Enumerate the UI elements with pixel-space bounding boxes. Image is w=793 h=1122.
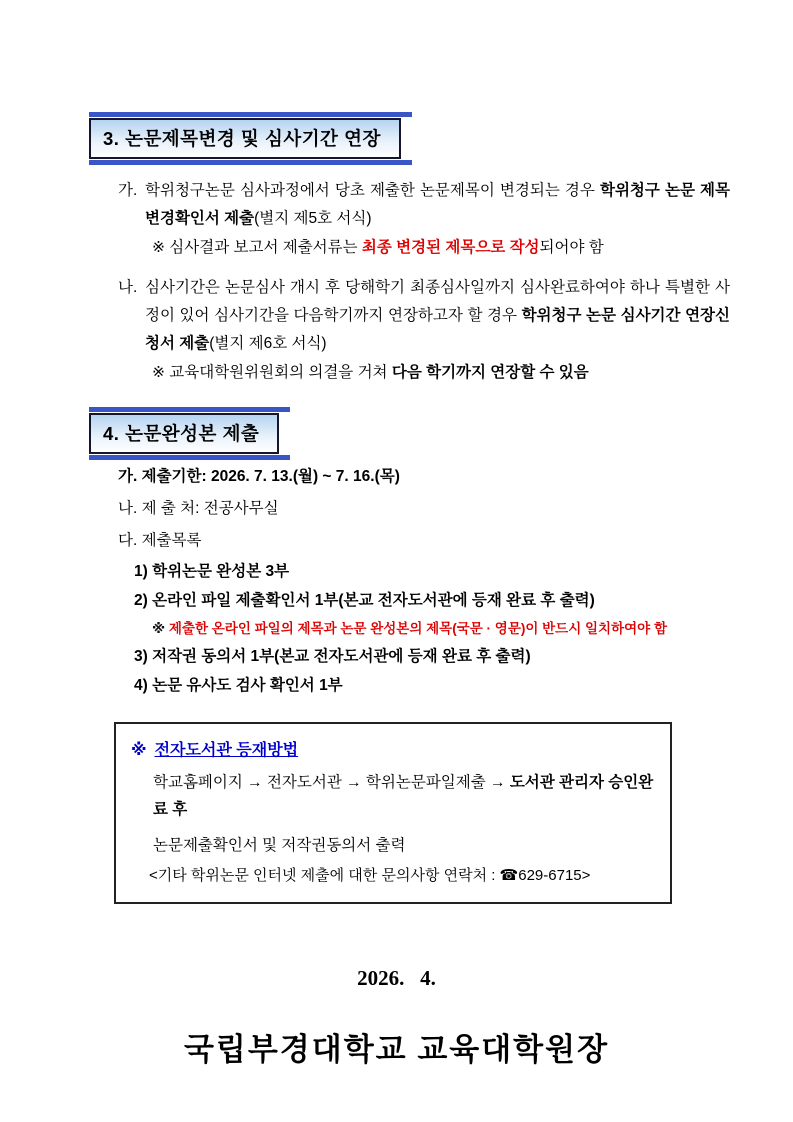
text-run-bold: 도서관 관리자 승인완료 후	[153, 774, 654, 818]
deadline-text: 제출기한: 2026. 7. 13.(월) ~ 7. 16.(목)	[141, 468, 400, 485]
elibrary-title-text: 전자도서관 등재방법	[154, 742, 299, 759]
section-4-place	[118, 494, 793, 524]
item-text: 학위논문 완성본 3부	[152, 563, 290, 580]
issuer-signature: 국립부경대학교 교육대학원장	[183, 1032, 610, 1067]
submission-item-2-note	[152, 615, 793, 642]
text-run: 학교홈페이지 → 전자도서관 → 학위논문파일제출 →	[153, 774, 510, 791]
list-marker: 가.	[118, 182, 138, 199]
text-run: (별지 제6호 서식)	[209, 335, 327, 352]
text-run: ※ 심사결과 보고서 제출서류는	[152, 239, 362, 256]
text-run: 학위청구논문 심사과정에서 당초 제출한 논문제목이 변경되는 경우	[145, 182, 600, 199]
list-marker: 가.	[118, 468, 138, 485]
section-4-title: 4. 논문완성본 제출	[89, 413, 279, 454]
list-marker: 2)	[134, 592, 148, 609]
text-run: 심사기간은 논문심사 개시 후 당해학기 최종심사일까지 심사완료하여야 하나 특별한 사정이 있어 심사기간을 다음학기까지 연장하고자 할 경우	[145, 279, 730, 324]
item-text: 논문 유사도 검사 확인서 1부	[152, 677, 343, 694]
text-run: (별지 제5호 서식)	[254, 210, 372, 227]
elibrary-info-box	[114, 722, 672, 904]
submission-item-2	[134, 586, 793, 615]
section-3-item-ga	[118, 177, 793, 233]
paragraph-text	[145, 177, 730, 233]
section-4-deadline	[118, 462, 793, 492]
elibrary-contact: <기타 학위논문 인터넷 제출에 대한 문의사항 연락처 : ☎629-6715>	[149, 867, 591, 884]
text-run-red-bold: 최종 변경된 제목으로 작성	[361, 239, 540, 256]
section-4-list-header	[118, 526, 793, 556]
section-3-heading-box	[89, 112, 412, 165]
section-4-heading-box	[89, 407, 290, 460]
section-3-title: 3. 논문제목변경 및 심사기간 연장	[89, 118, 401, 159]
submission-item-4	[134, 671, 793, 700]
paragraph-text	[145, 274, 730, 358]
text-run-red-bold: 제출한 온라인 파일의 제목과 논문 완성본의 제목(국문 · 영문)이 반드시 일치하여야 함	[168, 621, 668, 636]
list-marker: 1)	[134, 563, 148, 580]
section-3-item-na	[118, 274, 793, 358]
list-marker: 나.	[118, 279, 138, 296]
section-3-item-na-note	[152, 359, 793, 387]
item-text: 온라인 파일 제출확인서 1부(본교 전자도서관에 등재 완료 후 출력)	[152, 592, 595, 609]
list-marker: 나.	[118, 500, 138, 517]
submission-item-1	[134, 557, 793, 586]
text-run-bold: 학위청구 논문 심사기간 연장신청서 제출	[145, 307, 730, 352]
reference-mark: ※	[131, 742, 147, 759]
section-3-item-ga-note	[152, 234, 793, 262]
submission-item-3	[134, 642, 793, 671]
elibrary-info-title	[131, 737, 660, 760]
elibrary-flow-line-2: 논문제출확인서 및 저작권동의서 출력	[153, 837, 406, 854]
list-marker: 다.	[118, 532, 138, 549]
text-run-bold: 다음 학기까지 연장할 수 있음	[391, 364, 589, 381]
document-date: 2026. 4.	[357, 966, 436, 990]
text-run: ※ 교육대학원위원회의 의결을 거쳐	[152, 364, 392, 381]
list-header-text: 제출목록	[141, 532, 202, 549]
elibrary-flow-line	[153, 769, 660, 823]
note-marker: ※	[152, 621, 169, 636]
place-text: 제 출 처: 전공사무실	[141, 500, 279, 517]
text-run: 되어야 함	[539, 239, 604, 256]
text-run-bold: 학위청구 논문 제목변경확인서 제출	[145, 182, 730, 227]
list-marker: 4)	[134, 677, 148, 694]
list-marker: 3)	[134, 648, 148, 665]
item-text: 저작권 동의서 1부(본교 전자도서관에 등재 완료 후 출력)	[152, 648, 531, 665]
